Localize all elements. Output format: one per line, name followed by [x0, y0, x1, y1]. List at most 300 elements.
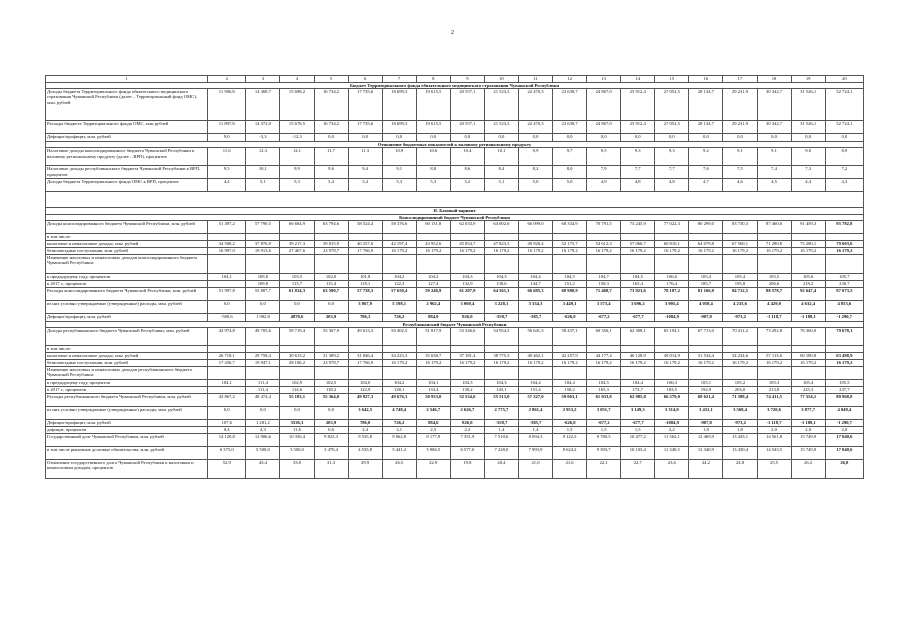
value-cell: 213,8 — [757, 387, 791, 394]
value-cell — [208, 367, 246, 380]
value-cell: 0,6 — [314, 427, 348, 434]
value-cell: 3 905,4 — [655, 300, 689, 313]
value-cell: 34 223,3 — [382, 353, 416, 360]
value-cell: 56 641,3 — [518, 328, 552, 346]
value-cell: 52,9 — [208, 460, 246, 479]
value-cell: 49 613,3 — [348, 328, 382, 346]
value-cell: 62 033,9 — [450, 220, 484, 233]
value-cell — [621, 254, 655, 273]
value-cell: -1 118,7 — [757, 313, 791, 321]
value-cell: 61 033,8 — [587, 394, 621, 407]
value-cell: 0,0 — [689, 134, 723, 142]
table-row — [46, 407, 864, 420]
value-cell: 51 497,2 — [208, 220, 246, 233]
value-cell: 172,7 — [621, 387, 655, 394]
value-cell: 29,9 — [348, 460, 382, 479]
value-cell: 29 231,9 — [723, 89, 757, 121]
value-cell: 192,9 — [689, 387, 723, 394]
value-cell: 105,5 — [825, 380, 863, 387]
value-cell: 49 827,3 — [348, 394, 382, 407]
table-row — [46, 220, 864, 233]
value-cell: 144,7 — [518, 280, 552, 287]
value-cell: 16 734,2 — [314, 121, 348, 134]
value-cell: 31,3 — [314, 460, 348, 479]
value-cell — [723, 346, 757, 353]
value-cell: 225,3 — [791, 387, 825, 394]
value-cell: 128,1 — [382, 387, 416, 394]
value-cell: 14 120,8 — [208, 434, 246, 447]
row-label: налоговые и неналоговые доходы, млн. рублей — [46, 240, 208, 247]
value-cell: 105,5 — [757, 273, 791, 280]
value-cell — [348, 346, 382, 353]
value-cell: 8 094,3 — [518, 434, 552, 447]
value-cell: 19 615,5 — [416, 121, 450, 134]
value-cell: 4 632,4 — [791, 300, 825, 313]
value-cell: 2,0 — [825, 427, 863, 434]
value-cell — [553, 346, 587, 353]
value-cell: 4,8 — [621, 179, 655, 192]
row-label: Доходы бюджета Территориального фонда ОМС к ВРП, процентов — [46, 179, 208, 192]
value-cell: 11,3 — [348, 148, 382, 166]
value-cell: 29 231,9 — [723, 121, 757, 134]
value-cell: 132,9 — [450, 280, 484, 287]
value-cell: 0,4 — [208, 427, 246, 434]
value-cell — [246, 346, 280, 353]
value-cell: 5,0 — [553, 179, 587, 192]
section-heading: Бюджет Территориального фонда обязательного медицинского страхования Чувашской Республики — [46, 83, 864, 89]
value-cell: 16 179,2 — [553, 247, 587, 254]
value-cell: 2,0 — [791, 427, 825, 434]
column-number: 7 — [382, 76, 416, 83]
value-cell: 5,3 — [280, 179, 314, 192]
value-cell: 48 474,4 — [246, 394, 280, 407]
value-cell — [621, 367, 655, 380]
value-cell: 127,4 — [416, 280, 450, 287]
value-cell: 5,3 — [416, 179, 450, 192]
value-cell: 23 978,7 — [314, 247, 348, 254]
value-cell — [382, 254, 416, 273]
value-cell — [450, 254, 484, 273]
value-cell: 104,3 — [450, 380, 484, 387]
value-cell: 203,9 — [314, 420, 348, 427]
value-cell: 0,0 — [518, 134, 552, 142]
value-cell: 14 372,0 — [246, 121, 280, 134]
value-cell — [450, 346, 484, 353]
value-cell: 19 615,5 — [416, 89, 450, 121]
value-cell: 16 179,2 — [587, 360, 621, 367]
value-cell: 97 073,5 — [825, 287, 863, 300]
value-cell: 113,7 — [280, 280, 314, 287]
value-cell: 17 040,6 — [825, 447, 863, 460]
row-label: в том числе рыночные долговые обязательства, млн. рублей — [46, 447, 208, 460]
section-heading: Республиканский бюджет Чувашской Республики — [46, 321, 864, 327]
value-cell: 726,2 — [382, 420, 416, 427]
value-cell: -677,2 — [587, 313, 621, 321]
value-cell: 9,6 — [314, 166, 348, 179]
row-label: Дефицит/профицит, млн. рублей — [46, 420, 208, 427]
value-cell — [518, 367, 552, 380]
value-cell: 28 134,7 — [689, 121, 723, 134]
value-cell: 80 299,0 — [689, 220, 723, 233]
value-cell — [246, 367, 280, 380]
column-number: 17 — [723, 76, 757, 83]
table-row — [46, 434, 864, 447]
value-cell: 49 705,6 — [246, 328, 280, 346]
value-cell: 0,0 — [314, 407, 348, 420]
table-row — [46, 313, 864, 321]
value-cell: 63 794,6 — [314, 220, 348, 233]
value-cell: 42 257,9 — [553, 353, 587, 360]
value-cell: 195,8 — [723, 280, 757, 287]
value-cell: 87 460,0 — [757, 220, 791, 233]
value-cell: 3 228,1 — [484, 300, 518, 313]
value-cell: 103,5 — [280, 273, 314, 280]
value-cell: 10 477,2 — [621, 434, 655, 447]
value-cell: 26,5 — [382, 460, 416, 479]
value-cell: 23 978,7 — [314, 360, 348, 367]
value-cell: 5,0 — [518, 179, 552, 192]
value-cell: 67 560,1 — [723, 240, 757, 247]
value-cell: 0,0 — [348, 134, 382, 142]
value-cell: 63 498,9 — [825, 353, 863, 360]
value-cell: 22,7 — [621, 460, 655, 479]
value-cell: 14 561,8 — [757, 434, 791, 447]
value-cell: 111,4 — [246, 387, 280, 394]
table-row — [46, 367, 864, 380]
value-cell: 73 292,8 — [757, 328, 791, 346]
value-cell: 1 982,8 — [246, 313, 280, 321]
value-cell: 1,4 — [484, 427, 518, 434]
value-cell: 2,0 — [757, 427, 791, 434]
value-cell: 5,1 — [484, 179, 518, 192]
value-cell: 3536,3 — [280, 420, 314, 427]
value-cell: 0,0 — [314, 300, 348, 313]
value-cell: 826,0 — [450, 313, 484, 321]
value-cell: 40 462,1 — [518, 353, 552, 360]
column-number: 1 — [46, 76, 208, 83]
value-cell: 105,2 — [723, 380, 757, 387]
column-number: 9 — [450, 76, 484, 83]
value-cell — [382, 346, 416, 353]
value-cell: 0,0 — [757, 134, 791, 142]
value-cell: 114,6 — [280, 387, 314, 394]
value-cell: 75 280,1 — [791, 240, 825, 247]
value-cell — [825, 367, 863, 380]
value-cell: 80 968,8 — [825, 394, 863, 407]
value-cell: 4 429,0 — [757, 300, 791, 313]
value-cell — [450, 233, 484, 240]
value-cell: 3 449,1 — [553, 300, 587, 313]
table-row — [46, 287, 864, 300]
table-row — [46, 360, 864, 367]
value-cell: 64 002,6 — [484, 220, 518, 233]
value-cell: 151,2 — [553, 280, 587, 287]
value-cell: 7 351,9 — [450, 434, 484, 447]
value-cell: 0,0 — [825, 134, 863, 142]
value-cell: 26,2 — [791, 460, 825, 479]
table-row — [46, 420, 864, 427]
value-cell: 2,1 — [382, 427, 416, 434]
value-cell: 105,4 — [723, 273, 757, 280]
row-label: в том числе: — [46, 233, 208, 240]
value-cell — [518, 254, 552, 273]
value-cell: 1 281,2 — [246, 420, 280, 427]
value-cell: 9 823,3 — [314, 434, 348, 447]
row-label: в том числе: — [46, 346, 208, 353]
value-cell: 105,3 — [757, 380, 791, 387]
row-label: Дефицит/профицит, млн. рублей — [46, 134, 208, 142]
value-cell: 11,6 — [208, 148, 246, 166]
value-cell: 8,6 — [450, 166, 484, 179]
value-cell: 8,0 — [553, 166, 587, 179]
value-cell: 77 022,3 — [655, 220, 689, 233]
value-cell: 23 638,7 — [553, 121, 587, 134]
value-cell: 11 906,8 — [208, 89, 246, 121]
value-cell: 68 621,4 — [689, 394, 723, 407]
value-cell: 25 912,4 — [621, 89, 655, 121]
value-cell: 9,9 — [280, 166, 314, 179]
value-cell: 66 279,0 — [655, 394, 689, 407]
section-heading: Отношение бюджетных показателей к валовому региональному продукту — [46, 142, 864, 148]
value-cell: 7,3 — [791, 166, 825, 179]
row-label: Расходы бюджета Территориального фонда ОМС, млн рублей — [46, 121, 208, 134]
value-cell: 32 724,1 — [825, 121, 863, 134]
value-cell: 43,4 — [246, 460, 280, 479]
value-cell: 24,8 — [723, 460, 757, 479]
value-cell: 4,4 — [791, 179, 825, 192]
value-cell: 3 431,1 — [689, 407, 723, 420]
value-cell: 34 500,2 — [208, 240, 246, 247]
value-cell: 1,8 — [689, 427, 723, 434]
value-cell: 17 256,7 — [208, 360, 246, 367]
value-cell: 92 647,4 — [791, 287, 825, 300]
value-cell — [208, 233, 246, 240]
value-cell: -626,0 — [553, 420, 587, 427]
value-cell — [416, 233, 450, 240]
value-cell: 4 853,6 — [825, 300, 863, 313]
value-cell — [757, 233, 791, 240]
value-cell: 59 246,9 — [416, 287, 450, 300]
row-label: из них условно утверждаемые (утвержденные) расходы, млн. рублей — [46, 300, 208, 313]
value-cell: -1 118,7 — [757, 420, 791, 427]
value-cell: 21 523,3 — [484, 121, 518, 134]
value-cell: 104,0 — [348, 380, 382, 387]
value-cell: 30 342,7 — [757, 89, 791, 121]
value-cell: 58 719,4 — [280, 328, 314, 346]
value-cell: 8,4 — [484, 166, 518, 179]
value-cell: 9,4 — [348, 166, 382, 179]
value-cell — [621, 346, 655, 353]
value-cell: 26,8 — [825, 460, 863, 479]
value-cell: 9,9 — [518, 148, 552, 166]
value-cell: -973,2 — [723, 420, 757, 427]
value-cell: 13 430,4 — [723, 447, 757, 460]
row-label: Налоговые доходы консолидированного бюджета Чувашской Республики к валовому региональному продукту (далее – ВРП), процентов — [46, 148, 208, 166]
value-cell: 51 997,8 — [208, 287, 246, 300]
value-cell: 31 526,1 — [791, 121, 825, 134]
table-row — [46, 387, 864, 394]
value-cell: 165,3 — [587, 387, 621, 394]
value-cell: 2,2 — [655, 427, 689, 434]
value-cell — [484, 367, 518, 380]
value-cell: 230,7 — [825, 280, 863, 287]
table-row — [46, 89, 864, 121]
value-cell: -558,7 — [484, 420, 518, 427]
value-cell: 9 780,5 — [587, 434, 621, 447]
value-cell: 16 179,2 — [382, 247, 416, 254]
value-cell: 19 913,6 — [246, 247, 280, 254]
row-label: к предыдущему году, процентов — [46, 273, 208, 280]
table-row — [46, 254, 864, 273]
value-cell — [825, 254, 863, 273]
table-row — [46, 460, 864, 479]
value-cell: 12 469,9 — [689, 434, 723, 447]
value-cell: 64 079,8 — [689, 240, 723, 247]
value-cell: 4,9 — [587, 179, 621, 192]
value-cell: 10,9 — [382, 148, 416, 166]
value-cell: 30 613,2 — [280, 353, 314, 360]
value-cell: 4 748,4 — [382, 407, 416, 420]
value-cell: 35 638,7 — [416, 353, 450, 360]
value-cell: 158,2 — [553, 387, 587, 394]
value-cell: 16 734,2 — [314, 89, 348, 121]
row-label: к предыдущему году, процентов — [46, 380, 208, 387]
value-cell: 15 749,9 — [791, 447, 825, 460]
value-cell: 104,2 — [416, 273, 450, 280]
value-cell: 76 360,0 — [791, 328, 825, 346]
value-cell: 4,3 — [825, 179, 863, 192]
value-cell: 5,1 — [246, 179, 280, 192]
table-row — [46, 353, 864, 360]
value-cell: 3 051,7 — [587, 407, 621, 420]
value-cell: 2 546,7 — [416, 407, 450, 420]
value-cell: 118,2 — [314, 387, 348, 394]
value-cell: 65 194,1 — [655, 328, 689, 346]
value-cell — [791, 254, 825, 273]
value-cell — [382, 233, 416, 240]
value-cell: 3 573,4 — [587, 300, 621, 313]
value-cell: 55 807,7 — [246, 287, 280, 300]
value-cell: 3 569,4 — [723, 407, 757, 420]
value-cell: 104,5 — [553, 273, 587, 280]
value-cell: 14 368,7 — [246, 89, 280, 121]
value-cell: 3 500,0 — [280, 447, 314, 460]
value-cell — [655, 346, 689, 353]
value-cell: 4 048,4 — [825, 407, 863, 420]
value-cell: 0,0 — [723, 134, 757, 142]
value-cell — [689, 254, 723, 273]
value-cell: 57 113,6 — [757, 353, 791, 360]
value-cell: 8,8 — [416, 166, 450, 179]
value-cell: 16 179,2 — [655, 360, 689, 367]
row-label: Доходы бюджета Территориального фонда обязательного медицинского страхования Чувашской Республики (далее – Территориальный фонд ОМС), млн. рублей — [46, 89, 208, 121]
value-cell: 4,4 — [208, 179, 246, 192]
value-cell: 218,2 — [791, 280, 825, 287]
value-cell: 104,5 — [621, 273, 655, 280]
value-cell: 10,1 — [484, 148, 518, 166]
value-cell: 57 650,4 — [382, 287, 416, 300]
value-cell: 133,4 — [416, 387, 450, 394]
value-cell: 21 523,3 — [484, 89, 518, 121]
table-row — [46, 427, 864, 434]
value-cell: 9 535,8 — [348, 434, 382, 447]
value-cell: 16 179,2 — [518, 360, 552, 367]
table-row — [46, 447, 864, 460]
value-cell: 30 342,7 — [757, 121, 791, 134]
value-cell: 0,0 — [314, 134, 348, 142]
value-cell — [314, 346, 348, 353]
table-row — [46, 148, 864, 166]
table-row — [46, 346, 864, 353]
value-cell: 55 364,0 — [314, 394, 348, 407]
value-cell: 42 197,4 — [382, 240, 416, 247]
value-cell: 4,8 — [655, 179, 689, 192]
value-cell: 104,3 — [484, 273, 518, 280]
value-cell: 67 713,0 — [689, 328, 723, 346]
value-cell: 27 052,5 — [655, 89, 689, 121]
value-cell: 7,7 — [621, 166, 655, 179]
value-cell: 104,1 — [416, 380, 450, 387]
value-cell: 60 356,1 — [587, 328, 621, 346]
value-cell: 24 867,9 — [587, 89, 621, 121]
value-cell: 104,4 — [621, 380, 655, 387]
value-cell: -677,7 — [621, 420, 655, 427]
value-cell: 15 698,2 — [280, 89, 314, 121]
value-cell: 151,4 — [518, 387, 552, 394]
value-cell: 78 107,2 — [655, 287, 689, 300]
value-cell: 79 603,6 — [825, 240, 863, 247]
value-cell: 16 179,2 — [791, 360, 825, 367]
value-cell: -1 290,7 — [825, 420, 863, 427]
value-cell: 31 389,2 — [314, 353, 348, 360]
value-cell — [246, 254, 280, 273]
value-cell: 118,1 — [348, 280, 382, 287]
row-label: безвозмездные поступления, млн. рублей — [46, 360, 208, 367]
value-cell: 16 179,2 — [450, 247, 484, 254]
value-cell: 46 128,9 — [621, 353, 655, 360]
value-cell: 7,9 — [587, 166, 621, 179]
value-cell: 9,2 — [689, 148, 723, 166]
value-cell: 0,0 — [280, 300, 314, 313]
value-cell: 5,4 — [314, 179, 348, 192]
value-cell: 4 535,8 — [348, 447, 382, 460]
value-cell: 104,3 — [484, 380, 518, 387]
table-row — [46, 121, 864, 134]
value-cell: 4,6 — [723, 179, 757, 192]
value-cell — [655, 233, 689, 240]
column-number: 19 — [791, 76, 825, 83]
value-cell: 16 179,2 — [791, 247, 825, 254]
value-cell — [723, 367, 757, 380]
value-cell: 54 954,5 — [484, 328, 518, 346]
value-cell: 1,5 — [553, 427, 587, 434]
value-cell: 104,1 — [208, 380, 246, 387]
value-cell: -907,8 — [689, 420, 723, 427]
value-cell: 6 375,0 — [208, 447, 246, 460]
value-cell — [280, 233, 314, 240]
value-cell: 8 177,9 — [416, 434, 450, 447]
value-cell: 37 876,9 — [246, 240, 280, 247]
value-cell: 19,8 — [450, 460, 484, 479]
value-cell: 0,0 — [621, 134, 655, 142]
row-label: безвозмездные поступления, млн. рублей — [46, 247, 208, 254]
table-row — [46, 247, 864, 254]
value-cell: -585,7 — [518, 420, 552, 427]
value-cell: 4870,6 — [280, 313, 314, 321]
value-cell — [416, 367, 450, 380]
value-cell: 2 962,4 — [416, 300, 450, 313]
value-cell: 49 676,3 — [382, 394, 416, 407]
